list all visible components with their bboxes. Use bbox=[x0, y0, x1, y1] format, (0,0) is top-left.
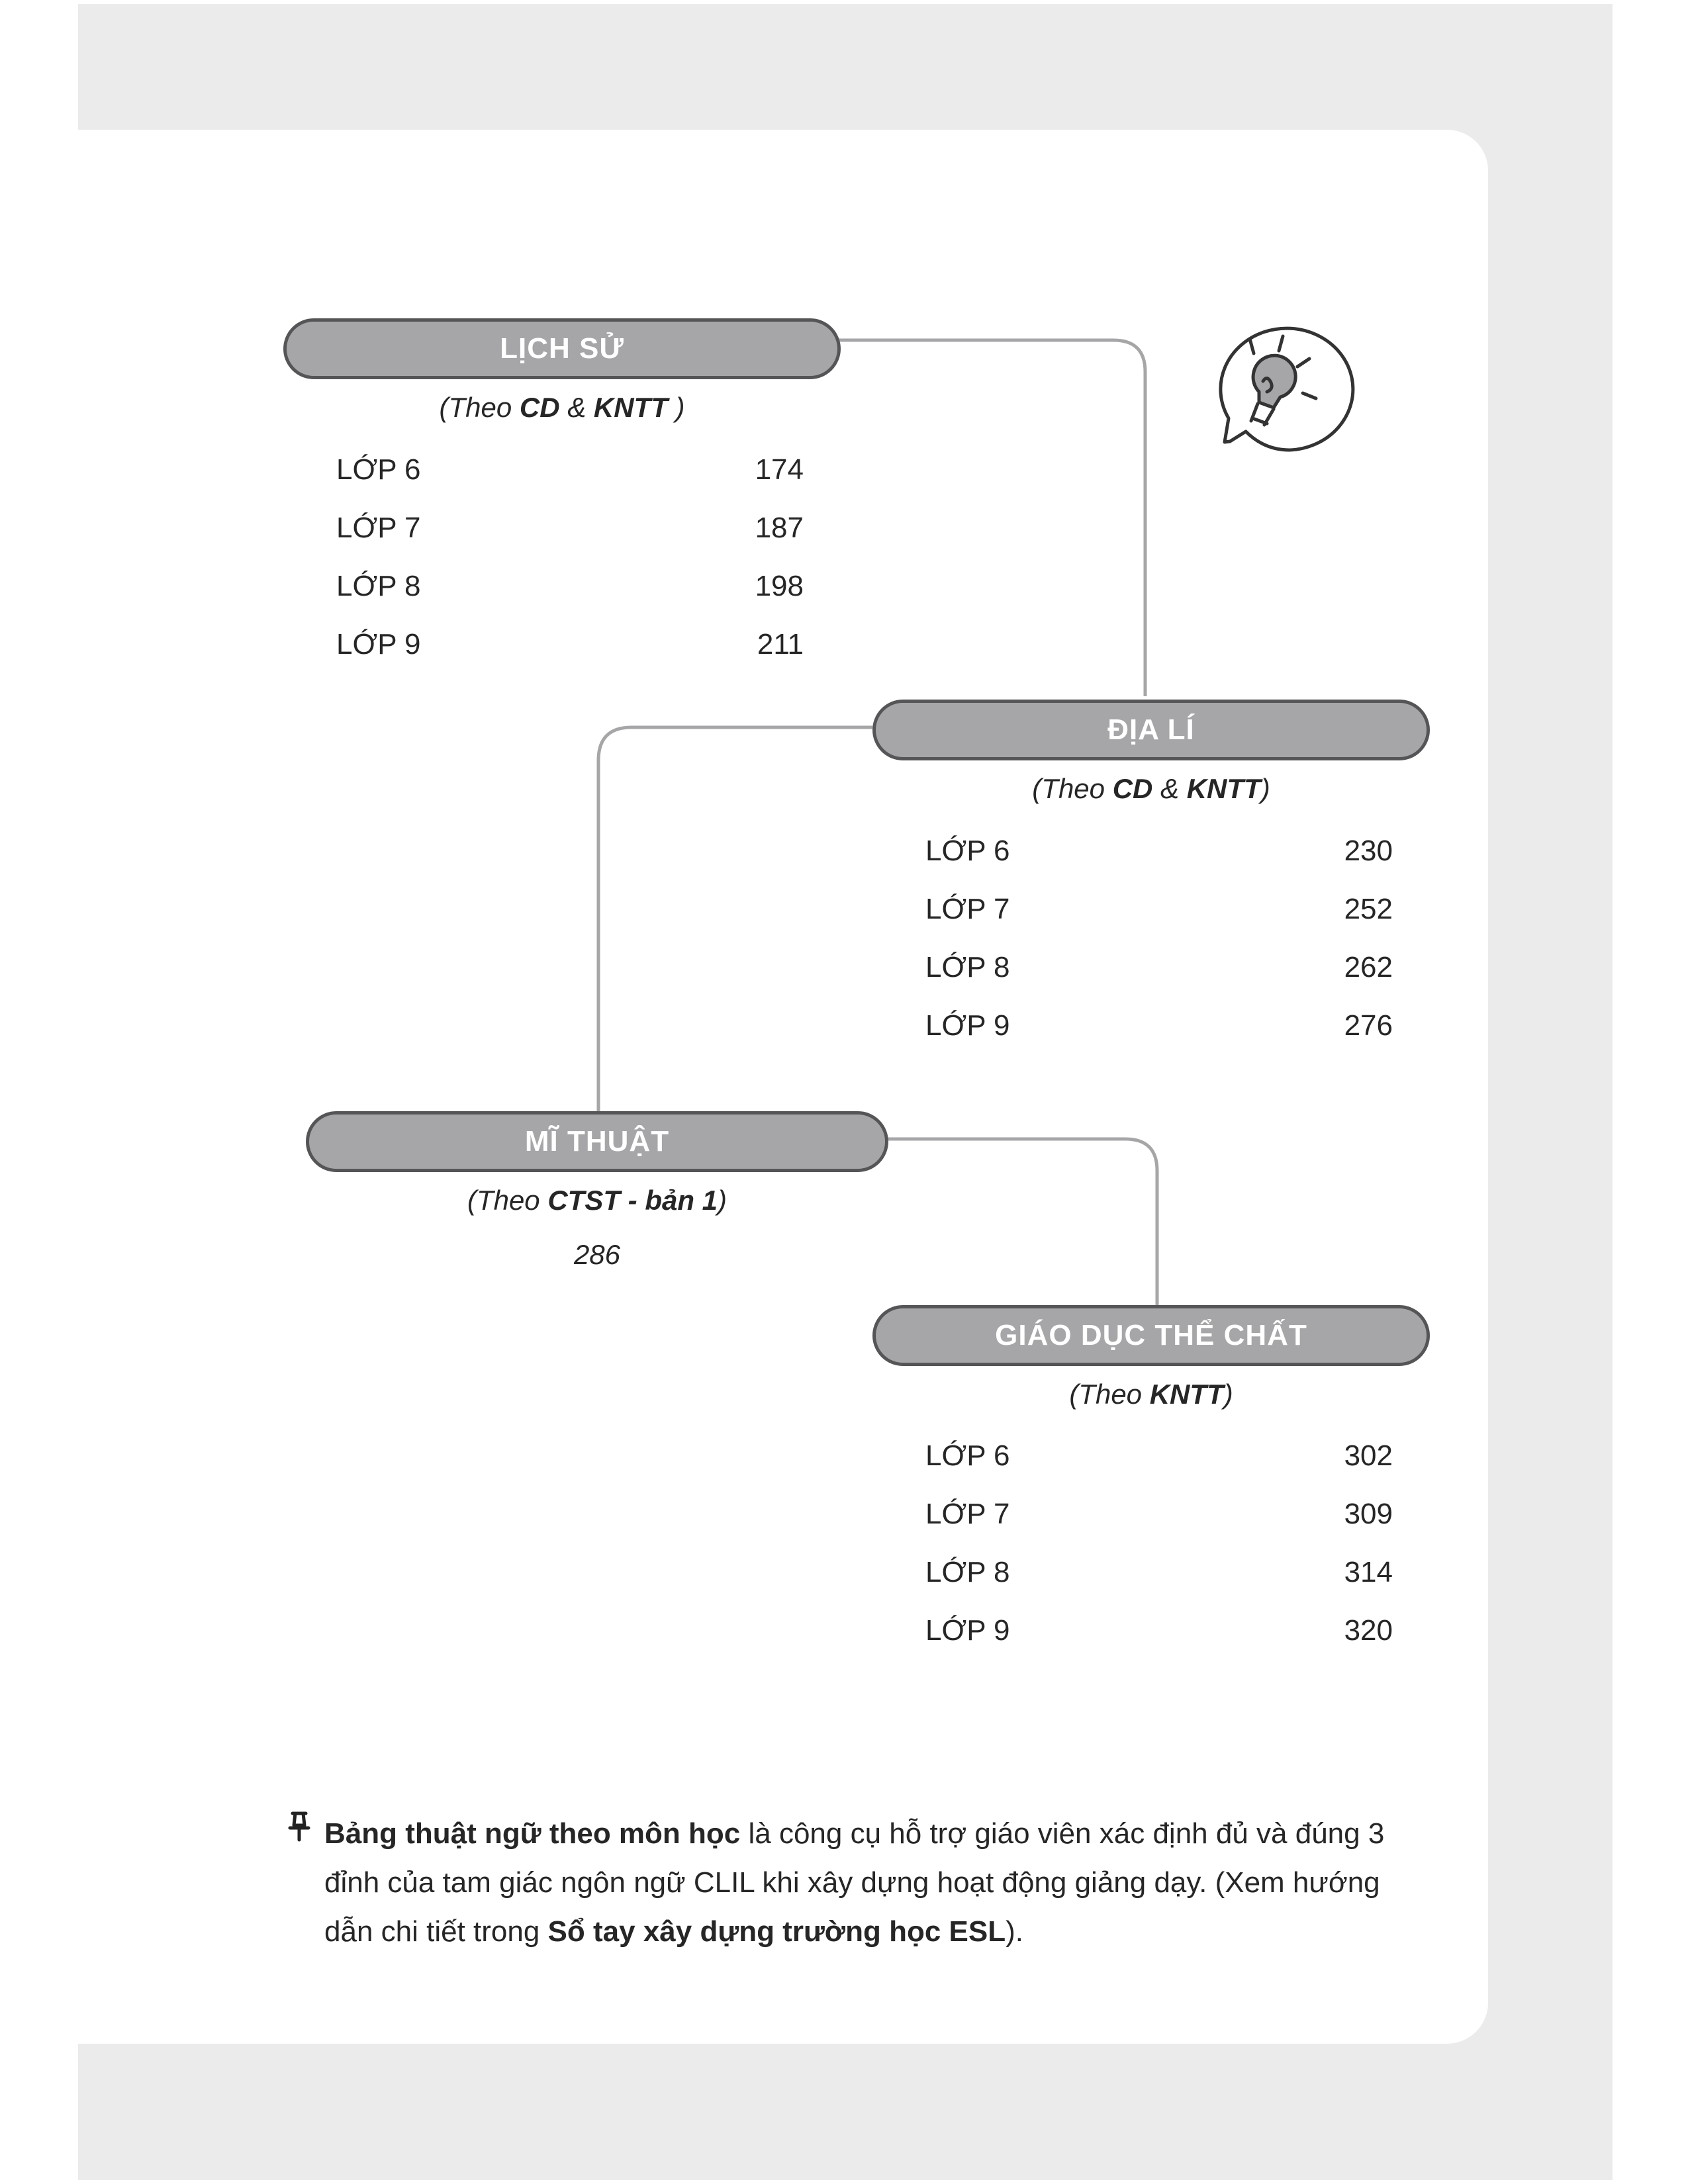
lightbulb-speech-bubble-icon bbox=[1210, 326, 1362, 465]
footnote-term: Bảng thuật ngữ theo môn học bbox=[324, 1817, 741, 1850]
grade-row bbox=[336, 508, 804, 548]
subtitle-prefix: (Theo bbox=[1032, 773, 1113, 804]
page-number: 276 bbox=[1344, 1009, 1393, 1042]
subtitle-suffix: ) bbox=[667, 392, 685, 423]
page-number: 174 bbox=[755, 453, 804, 486]
grade-label: LỚP 8 bbox=[925, 951, 1010, 983]
subtitle-separator: & bbox=[559, 392, 594, 423]
footnote-text: là công cụ hỗ trợ giáo viên xác định đủ và đúng 3 đỉnh của tam giác ngôn ngữ CLIL khi xây dựng hoạt động giảng dạy. (Xem hướng dẫn chi tiết trong bbox=[324, 1817, 1385, 1948]
section-subtitle-lich-su bbox=[283, 392, 841, 424]
connector-dia-li-mi-thuat bbox=[598, 727, 872, 1113]
section-title-mi-thuat: MĨ THUẬT bbox=[306, 1111, 888, 1172]
subtitle-suffix: ) bbox=[718, 1185, 727, 1216]
page-number: 320 bbox=[1344, 1614, 1393, 1647]
page-number: 198 bbox=[755, 570, 804, 602]
subtitle-separator: & bbox=[1152, 773, 1187, 804]
subtitle-source: CTST - bản 1 bbox=[547, 1185, 718, 1216]
grade-row bbox=[925, 1611, 1393, 1651]
grade-row bbox=[925, 1553, 1393, 1592]
grade-label: LỚP 8 bbox=[336, 570, 421, 602]
grade-label: LỚP 6 bbox=[925, 1439, 1010, 1472]
page-number: 262 bbox=[1344, 951, 1393, 983]
page-number: 211 bbox=[757, 628, 804, 660]
subtitle-prefix: (Theo bbox=[467, 1185, 548, 1216]
pushpin-icon bbox=[286, 1811, 312, 1843]
page-number: 230 bbox=[1344, 835, 1393, 867]
subtitle-suffix: ) bbox=[1260, 773, 1270, 804]
subtitle-source: KNTT bbox=[1149, 1379, 1224, 1410]
grade-row bbox=[925, 1494, 1393, 1534]
grade-label: LỚP 6 bbox=[925, 835, 1010, 867]
grade-label: LỚP 9 bbox=[336, 628, 421, 660]
grade-row bbox=[925, 831, 1393, 871]
grade-row bbox=[336, 567, 804, 606]
footnote-reference: Sổ tay xây dựng trường học ESL bbox=[547, 1915, 1006, 1948]
grade-row bbox=[925, 948, 1393, 987]
subtitle-source: CD bbox=[1112, 773, 1153, 804]
page-number: 252 bbox=[1344, 893, 1393, 925]
subtitle-source: CD bbox=[519, 392, 560, 423]
subtitle-prefix: (Theo bbox=[439, 392, 520, 423]
grade-row bbox=[336, 450, 804, 490]
grade-row bbox=[925, 1006, 1393, 1046]
section-title-lich-su: LỊCH SỬ bbox=[283, 318, 841, 379]
subtitle-prefix: (Theo bbox=[1069, 1379, 1150, 1410]
section-subtitle-mi-thuat bbox=[306, 1185, 888, 1216]
grade-label: LỚP 9 bbox=[925, 1614, 1010, 1647]
page-number: 314 bbox=[1344, 1556, 1393, 1588]
subtitle-suffix: ) bbox=[1223, 1379, 1233, 1410]
grade-row bbox=[925, 1436, 1393, 1476]
section-title-giao-duc-the-chat: GIÁO DỤC THỂ CHẤT bbox=[872, 1305, 1430, 1366]
subtitle-source: KNTT bbox=[1186, 773, 1261, 804]
page-number: 286 bbox=[573, 1239, 621, 1270]
page-number: 309 bbox=[1344, 1498, 1393, 1530]
section-subtitle-giao-duc-the-chat bbox=[872, 1379, 1430, 1410]
subtitle-source: KNTT bbox=[593, 392, 668, 423]
footnote bbox=[324, 1809, 1423, 1956]
section-title-dia-li: ĐỊA LÍ bbox=[872, 700, 1430, 760]
grade-label: LỚP 7 bbox=[925, 893, 1010, 925]
grade-row bbox=[925, 889, 1393, 929]
page-number: 302 bbox=[1344, 1439, 1393, 1472]
grade-row bbox=[336, 625, 804, 664]
footnote-text-end: ). bbox=[1006, 1915, 1023, 1948]
grade-label: LỚP 8 bbox=[925, 1556, 1010, 1588]
grade-label: LỚP 6 bbox=[336, 453, 421, 486]
section-subtitle-dia-li bbox=[872, 773, 1430, 805]
grade-label: LỚP 7 bbox=[336, 512, 421, 544]
connector-mi-thuat-gdtc bbox=[883, 1139, 1157, 1306]
grade-label: LỚP 9 bbox=[925, 1009, 1010, 1042]
grade-label: LỚP 7 bbox=[925, 1498, 1010, 1530]
page-number: 187 bbox=[755, 512, 804, 544]
connector-lich-su-dia-li bbox=[835, 340, 1145, 696]
